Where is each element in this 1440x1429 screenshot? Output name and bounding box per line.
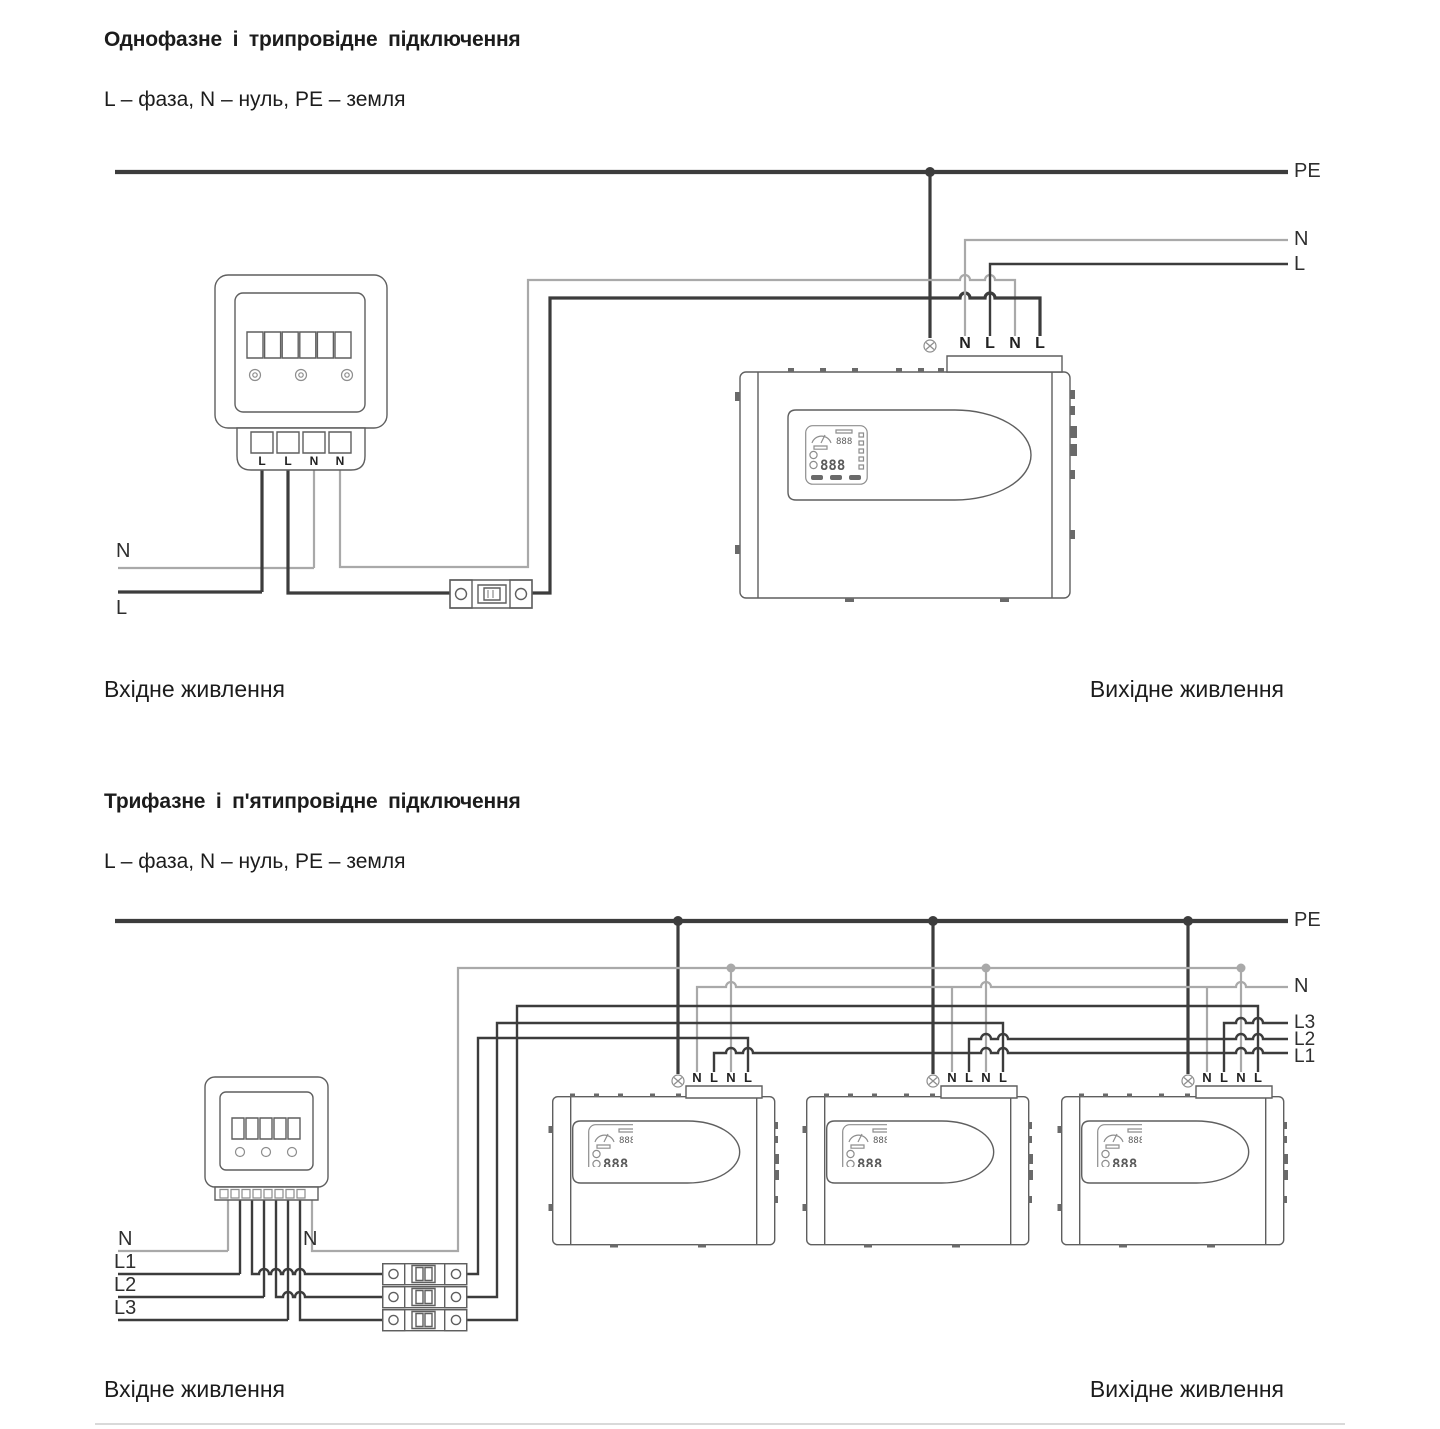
l2-left-feed [118, 1200, 264, 1297]
stab-terminal-label: L [965, 1070, 973, 1085]
l-output-wire [990, 264, 1288, 336]
meter-terminal-label: L [258, 454, 266, 468]
stabilizer-1 [549, 1094, 780, 1248]
stab-terminal-label: L [985, 335, 995, 352]
l3-left-feed [118, 1200, 288, 1320]
stab-terminal-label: N [1202, 1070, 1212, 1085]
meter-terminal-label: N [309, 454, 319, 468]
meter-icon [215, 275, 387, 470]
section1-caption-input: Вхідне живлення [104, 676, 285, 702]
fuse-icon [450, 580, 532, 608]
label-pe: PE [1294, 909, 1321, 931]
l1-output-wire [714, 1048, 1288, 1072]
stab-terminal-label: N [947, 1070, 957, 1085]
stab-terminal-label: L [1220, 1070, 1228, 1085]
diagram-three-phase [115, 916, 1288, 1331]
stabilizer-3 [1058, 1094, 1289, 1248]
label-n-out: N [1294, 228, 1309, 250]
terminal-block [941, 1086, 1017, 1098]
label-n-meter: N [303, 1228, 318, 1250]
stabilizer-2 [803, 1094, 1034, 1248]
meter-icon [205, 1077, 328, 1200]
label-l1: L1 [1294, 1046, 1316, 1067]
section1-legend: L – фаза, N – нуль, PE – земля [104, 88, 406, 111]
label-n-in: N [116, 540, 131, 562]
meter-terminal-label: L [284, 454, 292, 468]
label-pe: PE [1294, 160, 1321, 182]
diagram-single-phase [115, 167, 1288, 608]
label-l1-left: L1 [114, 1251, 137, 1273]
stabilizer-icon [735, 356, 1077, 602]
stab-terminal-label: N [1009, 335, 1021, 352]
label-n-left: N [118, 1228, 133, 1250]
section2-caption-output: Вихідне живлення [1089, 1376, 1284, 1402]
label-l2-left: L2 [114, 1274, 137, 1296]
n-output-wire [965, 240, 1288, 336]
stab-terminal-label: L [710, 1070, 718, 1085]
section1-caption-output: Вихідне живлення [1089, 676, 1284, 702]
stab-terminal-label: L [999, 1070, 1007, 1085]
l3-output-wire [1224, 1018, 1288, 1072]
l-feed-wire [118, 470, 262, 592]
stab-terminal-label: L [744, 1070, 752, 1085]
meter-terminal-label: N [335, 454, 345, 468]
label-n: N [1294, 975, 1309, 997]
l1-left-feed [118, 1200, 240, 1274]
label-l2: L2 [1294, 1029, 1316, 1050]
n-left-feed [118, 1200, 228, 1251]
label-l3-left: L3 [114, 1297, 137, 1319]
n-feed-wire [118, 470, 314, 568]
stab-terminal-label: N [981, 1070, 991, 1085]
section2-legend: L – фаза, N – нуль, PE – земля [104, 850, 406, 873]
terminal-housing [237, 428, 365, 470]
section1-title: Однофазне і трипровідне підключення [104, 28, 521, 51]
label-l-in: L [116, 597, 128, 619]
stab-terminal-label: N [1236, 1070, 1246, 1085]
stab-terminal-label: N [726, 1070, 736, 1085]
stab-terminal-label: L [1035, 335, 1045, 352]
ground-screw-icon [924, 340, 936, 352]
section2-caption-input: Вхідне живлення [104, 1376, 285, 1402]
label-l-out: L [1294, 253, 1306, 275]
section2-title: Трифазне і п'ятипровідне підключення [104, 790, 521, 813]
pe-drops [678, 921, 1188, 1074]
page-divider [95, 1423, 1345, 1425]
terminal-block [947, 356, 1062, 372]
terminal-block [1196, 1086, 1272, 1098]
stab-terminal-label: N [959, 335, 971, 352]
stab-terminal-label: L [1254, 1070, 1262, 1085]
label-l3: L3 [1294, 1012, 1316, 1033]
three-pole-breaker-icon [383, 1264, 467, 1331]
terminal-block [686, 1086, 762, 1098]
n-output-wire [697, 982, 1288, 1072]
stab-terminal-label: N [692, 1070, 702, 1085]
